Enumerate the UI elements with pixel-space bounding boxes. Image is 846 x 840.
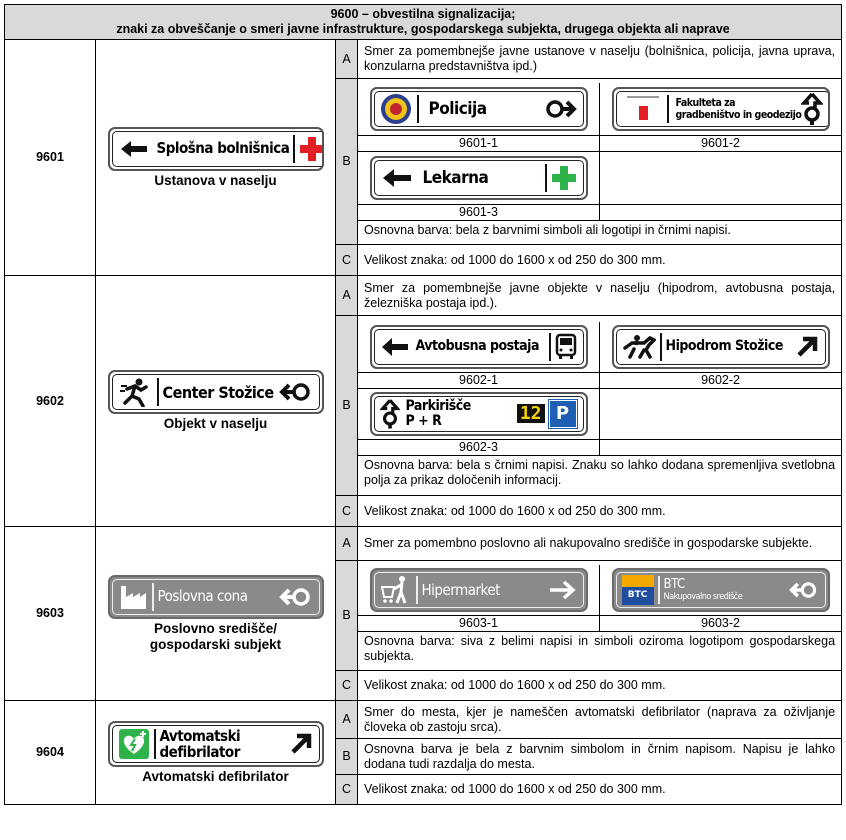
- arrow-right-icon: [547, 579, 577, 601]
- sign-text: Center Stožice: [162, 382, 274, 402]
- sign-text-line1: Fakulteta za: [675, 97, 735, 109]
- signs-9603-b: [358, 561, 842, 671]
- label-9602-3: 9602-3: [358, 439, 599, 455]
- sign-text: Hipodrom Stožice: [665, 338, 783, 354]
- sign-text: Policija: [428, 98, 487, 119]
- sign-text-line1: Avtomatski: [159, 726, 241, 745]
- signs-9602-b: [358, 316, 842, 496]
- table-header: [5, 5, 842, 40]
- text-9604-c: Velikost znaka: od 1000 do 1600 x od 250 do 300 mm.: [358, 775, 842, 805]
- label-9603-2: 9603-2: [599, 615, 841, 631]
- red-cross-icon: [299, 136, 323, 162]
- letter-b: B: [336, 316, 358, 496]
- note-9603-b: Osnovna barva: siva z belimi napisi in simboli oziroma logotipom gospodarskega subjekta.: [358, 631, 841, 666]
- roundabout-straight-icon: [380, 398, 400, 430]
- arrow-left-icon: [381, 167, 413, 189]
- letter-a: A: [336, 701, 358, 739]
- faculty-logo-icon: [623, 94, 663, 124]
- row-9602-a: [5, 276, 842, 316]
- caption-9603-line1: Poslovno središče/: [153, 620, 278, 636]
- sign-parkirisce: [370, 392, 588, 436]
- header-subtitle: znaki za obveščanje o smeri javne infrastrukture, gospodarskega subjekta, drugega objekta ali naprave: [116, 22, 730, 36]
- green-cross-icon: [551, 165, 577, 191]
- defibrillator-icon: [118, 728, 150, 760]
- arrow-left-icon: [380, 336, 410, 358]
- row-9604-a: [5, 701, 842, 739]
- code-9601: 9601: [5, 40, 96, 276]
- caption-9602: Objekt v naselju: [163, 416, 268, 431]
- sign-poslovna-cona: [108, 575, 324, 619]
- label-9601-1: 9601-1: [358, 135, 599, 151]
- label-9602-2: 9602-2: [599, 372, 841, 388]
- horse-rider-icon: [622, 334, 656, 360]
- caption-9603-line2: gospodarski subjekt: [149, 636, 282, 652]
- text-9601-a: Smer za pomembnejše javne ustanove v naselju (bolnišnica, policija, javna uprava, konzularna predstavništva ipd.): [358, 40, 842, 79]
- letter-b: B: [336, 739, 358, 775]
- sign-text: Avtobusna postaja: [415, 338, 539, 354]
- factory-icon: [118, 583, 148, 611]
- roundabout-right-icon: [543, 97, 577, 121]
- sign-text-line2: defibrilator: [159, 742, 240, 761]
- letter-c: C: [336, 245, 358, 276]
- row-9603-a: [5, 527, 842, 561]
- bus-icon: [555, 333, 577, 361]
- caption-9604: Avtomatski defibrilator: [142, 768, 289, 784]
- sign-lekarna: [370, 156, 588, 200]
- code-9602: 9602: [5, 276, 96, 527]
- main-sign-cell-9602: [96, 276, 336, 527]
- signs-9601-b: [358, 79, 842, 245]
- arrow-up-right-icon: [795, 335, 819, 359]
- runner-icon: [119, 377, 153, 407]
- letter-b: B: [336, 79, 358, 245]
- code-9604: 9604: [5, 701, 96, 805]
- roundabout-left-icon: [789, 579, 819, 601]
- text-9604-b: Osnovna barva je bela z barvnim simbolom in črnim napisom. Napisu je lahko dodana tudi razdalja do mesta.: [358, 739, 842, 775]
- sign-hipodrom-stozice: [612, 325, 830, 369]
- note-9602-b: Osnovna barva: bela s črnimi napisi. Znaku so lahko dodana spremenljiva svetlobna polja za prikaz določenih informacij.: [358, 455, 841, 490]
- text-9603-a: Smer za pomembno poslovno ali nakupovalno središče in gospodarske subjekte.: [358, 527, 842, 561]
- sign-text-line2: gradbeništvo in geodezijo: [675, 109, 802, 121]
- arrow-left-icon: [119, 139, 149, 159]
- sign-hipermarket: [370, 568, 588, 612]
- main-sign-cell-9603: [96, 527, 336, 701]
- roundabout-left-icon: [279, 380, 313, 404]
- label-9601-3: 9601-3: [358, 204, 599, 220]
- sign-text: Splošna bolnišnica: [156, 139, 290, 157]
- label-9603-1: 9603-1: [358, 615, 599, 631]
- letter-a: A: [336, 527, 358, 561]
- sign-text: Poslovna cona: [157, 587, 248, 605]
- roundabout-left-icon: [279, 585, 313, 609]
- sign-text-line1: BTC: [663, 576, 685, 592]
- label-9601-2: 9601-2: [599, 135, 841, 151]
- sign-avtomatski-defibrilator: [108, 721, 324, 767]
- sign-avtobusna-postaja: [370, 325, 588, 369]
- sign-text: Hipermarket: [421, 580, 500, 599]
- shopping-cart-person-icon: [380, 575, 412, 605]
- sign-text-line1: Parkirišče: [405, 397, 471, 414]
- code-9603: 9603: [5, 527, 96, 701]
- arrow-up-right-icon: [289, 732, 313, 756]
- roundabout-straight-icon: [801, 92, 823, 126]
- header-row: [5, 5, 842, 40]
- text-9602-c: Velikost znaka: od 1000 do 1600 x od 250 do 300 mm.: [358, 496, 842, 527]
- letter-c: C: [336, 496, 358, 527]
- sign-text-line2: Nakupovalno središče: [663, 591, 743, 602]
- parking-icon: P: [549, 400, 577, 428]
- sign-splosna-bolnisnica: [108, 127, 324, 171]
- row-9601-a: [5, 40, 842, 79]
- letter-c: C: [336, 671, 358, 701]
- text-9604-a: Smer do mesta, kjer je nameščen avtomatski defibrilator (naprava za oživljanje človeka ob zastoju srca).: [358, 701, 842, 739]
- label-9602-1: 9602-1: [358, 372, 599, 388]
- header-title: 9600 – obvestilna signalizacija;: [330, 7, 516, 21]
- page: [4, 4, 841, 835]
- sign-text-line2: P + R: [405, 412, 442, 429]
- btc-logo: BTC: [622, 575, 654, 605]
- police-badge-icon: [379, 92, 413, 126]
- sign-text: Lekarna: [422, 167, 489, 188]
- letter-a: A: [336, 276, 358, 316]
- letter-b: B: [336, 561, 358, 671]
- variable-display: 12: [517, 404, 545, 423]
- text-9601-c: Velikost znaka: od 1000 do 1600 x od 250 do 300 mm.: [358, 245, 842, 276]
- text-9603-c: Velikost znaka: od 1000 do 1600 x od 250 do 300 mm.: [358, 671, 842, 701]
- sign-fakulteta: [612, 87, 830, 131]
- sign-policija: [370, 87, 588, 131]
- signalization-table: [4, 4, 842, 805]
- caption-9601: Ustanova v naselju: [154, 172, 277, 188]
- main-sign-cell-9604: [96, 701, 336, 805]
- note-9601-b: Osnovna barva: bela z barvnimi simboli ali logotipi in črnimi napisi.: [358, 220, 841, 240]
- sign-center-stozice: [108, 370, 324, 414]
- main-sign-cell-9601: [96, 40, 336, 276]
- sign-btc: [612, 568, 830, 612]
- text-9602-a: Smer za pomembnejše javne objekte v naselju (hipodrom, avtobusna postaja, železniška postaja ipd.).: [358, 276, 842, 316]
- letter-c: C: [336, 775, 358, 805]
- letter-a: A: [336, 40, 358, 79]
